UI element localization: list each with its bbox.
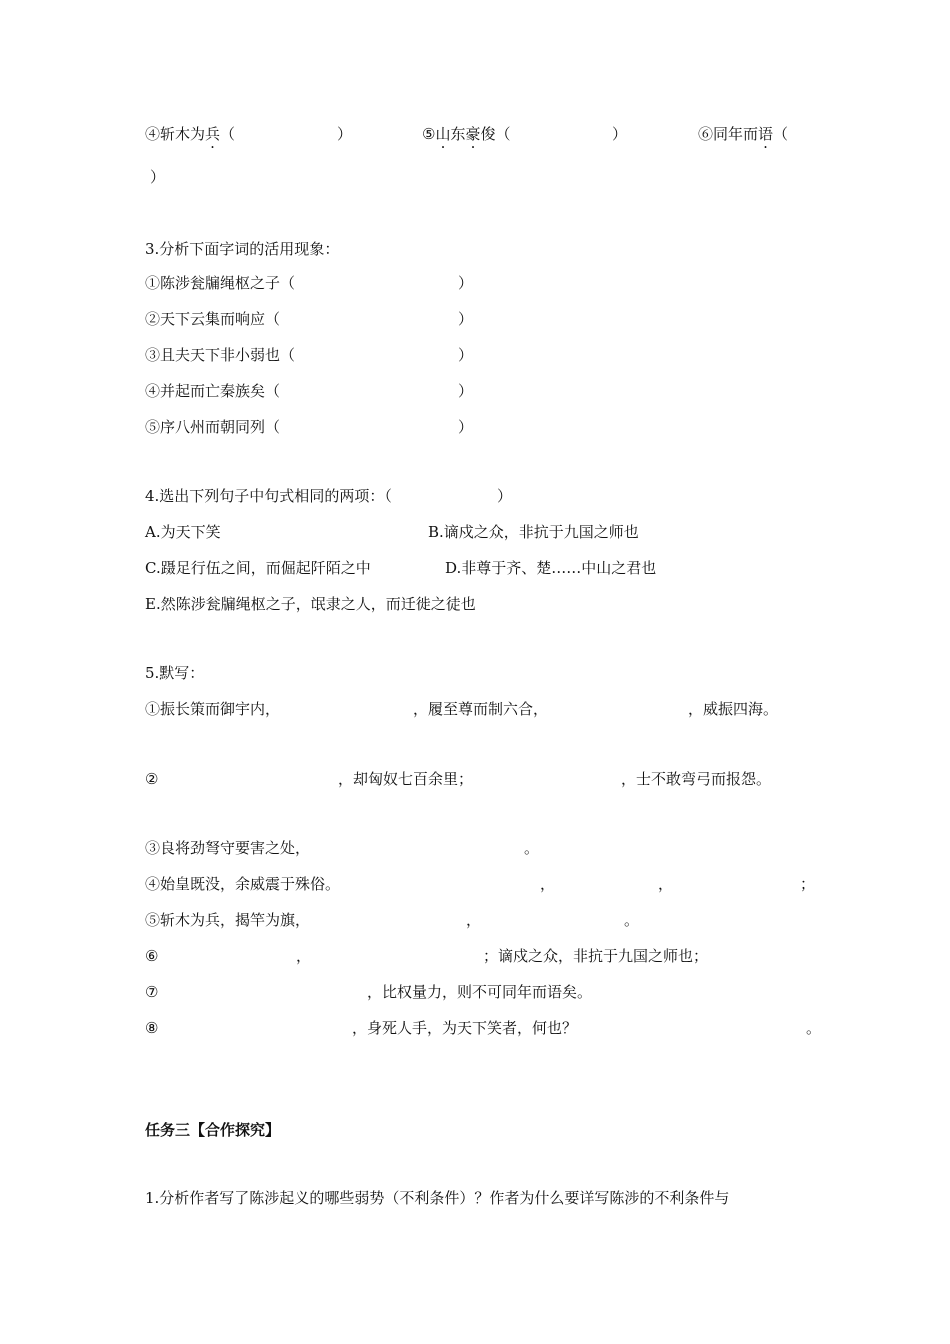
q5-title: 5.默写： (145, 664, 205, 682)
section-heading: 任务三【合作探究】 (145, 1121, 281, 1139)
q5-line-6-c: ；谪戍之众，非抗于九国之师也； (483, 947, 709, 965)
q3-item-1: ①陈涉瓮牖绳枢之子（ (145, 274, 296, 292)
q2-item-6: ⑥同年而语（ (698, 125, 789, 143)
q5-line-7-a: ⑦ (145, 983, 159, 1001)
q2-item-6-close: ） (150, 168, 166, 186)
q3-item-3-close: ） (458, 346, 474, 364)
q5-line-7-b: ，比权量力，则不可同年而语矣。 (367, 983, 593, 1001)
q5-line-5-c: 。 (624, 911, 640, 929)
q5-line-1-b: ，履至尊而制六合， (413, 700, 549, 718)
q5-line-3-a: ③良将劲弩守要害之处， (145, 839, 311, 857)
emphasis-dot-char: 豪 (465, 125, 481, 143)
q4-title: 4.选出下列句子中句式相同的两项：（ (145, 487, 392, 505)
q5-line-2-a: ② (145, 770, 159, 788)
q5-line-4-b: ， (540, 875, 556, 893)
q2-item-4-close: ） (337, 125, 353, 143)
q2-item-5: ⑤山东豪俊（ (422, 125, 511, 143)
q5-line-4-c: ， (658, 875, 674, 893)
q4-option-d: D.非尊于齐、楚……中山之君也 (445, 559, 657, 577)
q3-title: 3.分析下面字词的活用现象： (145, 240, 340, 258)
q5-line-6-b: ， (296, 947, 312, 965)
q3-item-4: ④并起而亡秦族矣（ (145, 382, 281, 400)
q3-item-3: ③且夫天下非小弱也（ (145, 346, 296, 364)
emphasis-dot-char: 语 (758, 125, 774, 143)
q5-line-1-c: ，威振四海。 (688, 700, 779, 718)
q5-line-1-a: ①振长策而御宇内， (145, 700, 281, 718)
emphasis-dot-char: 山 (435, 125, 451, 143)
q3-item-2-close: ） (458, 310, 474, 328)
q5-line-5-b: ， (466, 911, 482, 929)
q2-item-4: ④斩木为兵（ (145, 125, 236, 143)
q3-item-5: ⑤序八州而朝同列（ (145, 418, 281, 436)
q5-line-8-b: ，身死人手，为天下笑者，何也？ (352, 1019, 578, 1037)
task3-question-1: 1.分析作者写了陈涉起义的哪些弱势（不利条件）？作者为什么要详写陈涉的不利条件与 (145, 1189, 730, 1207)
q4-option-b: B.谪戍之众，非抗于九国之师也 (428, 523, 639, 541)
q4-title-close: ） (497, 487, 513, 505)
q3-item-1-close: ） (458, 274, 474, 292)
q4-option-c: C.蹑足行伍之间，而倔起阡陌之中 (145, 559, 371, 577)
q5-line-2-b: ，却匈奴七百余里； (338, 770, 474, 788)
q5-line-4-d: ； (800, 875, 816, 893)
q5-line-4-a: ④始皇既没，余威震于殊俗。 (145, 875, 341, 893)
q5-line-6-a: ⑥ (145, 947, 159, 965)
q5-line-2-c: ，士不敢弯弓而报怨。 (621, 770, 772, 788)
q3-item-5-close: ） (458, 418, 474, 436)
q5-line-8-a: ⑧ (145, 1019, 159, 1037)
q3-item-2: ②天下云集而响应（ (145, 310, 281, 328)
q4-option-a: A.为天下笑 (145, 523, 221, 541)
q3-item-4-close: ） (458, 382, 474, 400)
q5-line-3-b: 。 (524, 839, 540, 857)
q5-line-8-c: 。 (806, 1019, 822, 1037)
q4-option-e: E.然陈涉瓮牖绳枢之子，氓隶之人，而迁徙之徒也 (145, 595, 476, 613)
emphasis-dot-char: 兵 (205, 125, 221, 143)
q2-item-5-close: ） (612, 125, 628, 143)
q5-line-5-a: ⑤斩木为兵，揭竿为旗， (145, 911, 311, 929)
